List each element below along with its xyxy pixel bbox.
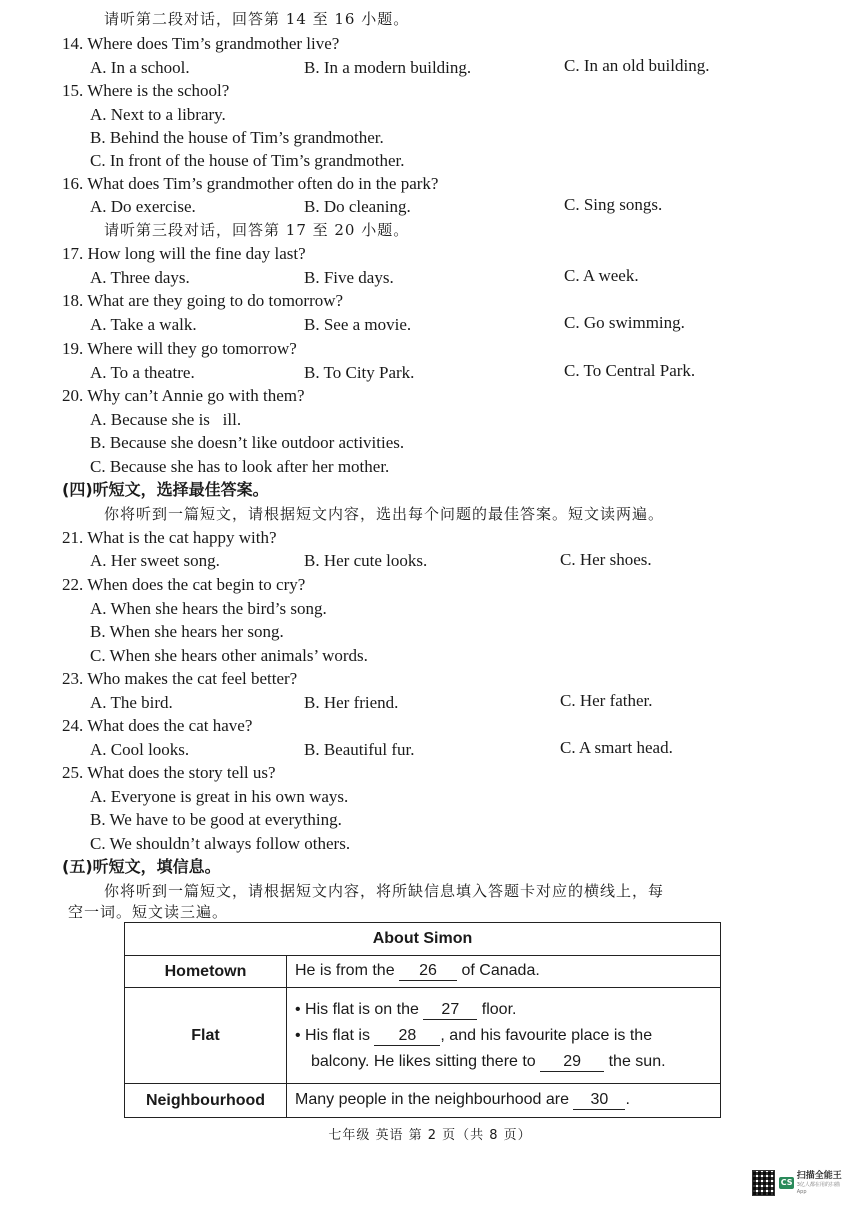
- q18-option-b: B. See a movie.: [304, 315, 412, 334]
- question-20: 20. Why can’t Annie go with them?: [62, 386, 305, 405]
- q21-option-a: A. Her sweet song.: [90, 551, 220, 570]
- q17-option-a: A. Three days.: [90, 268, 190, 287]
- q22-option-c: C. When she hears other animals’ words.: [90, 646, 368, 665]
- q15-option-b: B. Behind the house of Tim’s grandmother.: [90, 128, 384, 147]
- q20-option-b: B. Because she doesn’t like outdoor activities.: [90, 433, 405, 452]
- q17-option-c: C. A week.: [564, 266, 639, 285]
- hometown-value: He is from the 26 of Canada.: [287, 956, 721, 988]
- q15-option-c: C. In front of the house of Tim’s grandmother.: [90, 151, 405, 170]
- table-title: About Simon: [125, 923, 721, 956]
- q20-option-c: C. Because she has to look after her mother.: [90, 457, 390, 476]
- table-row-flat: [125, 988, 721, 1084]
- flat-bullet-2: • His flat is 28 , and his favourite place is the: [295, 1026, 653, 1044]
- flat-bullet-2-line2: balcony. He likes sitting there to 29 the sun.: [311, 1052, 666, 1070]
- question-14: 14. Where does Tim’s grandmother live?: [62, 34, 340, 53]
- q18-option-a: A. Take a walk.: [90, 315, 197, 334]
- question-23: 23. Who makes the cat feel better?: [62, 669, 298, 688]
- question-18: 18. What are they going to do tomorrow?: [62, 291, 344, 310]
- table-row-hometown: [125, 956, 721, 988]
- blank-28: 28: [374, 1027, 440, 1046]
- question-15: 15. Where is the school?: [62, 81, 230, 100]
- blank-29: 29: [540, 1053, 604, 1072]
- section-5-title: (五)听短文，填信息。: [62, 857, 221, 876]
- q23-option-a: A. The bird.: [90, 693, 173, 712]
- flat-bullet-1: • His flat is on the 27 floor.: [295, 1000, 517, 1018]
- q22-option-a: A. When she hears the bird’s song.: [90, 599, 327, 618]
- scanner-app-tagline: 3亿人都在用的扫描App: [796, 1181, 840, 1195]
- page-footer: 七年级 英语 第 2 页（共 8 页）: [328, 1128, 532, 1143]
- about-simon-table: [124, 922, 721, 1118]
- q16-option-b: B. Do cleaning.: [304, 197, 411, 216]
- cs-logo-icon: CS: [780, 1178, 793, 1187]
- q21-option-c: C. Her shoes.: [560, 550, 652, 569]
- question-17: 17. How long will the fine day last?: [62, 244, 306, 263]
- qr-code-icon: [752, 1170, 775, 1196]
- question-24: 24. What does the cat have?: [62, 716, 253, 735]
- neighbourhood-value: Many people in the neighbourhood are 30 .: [287, 1084, 721, 1118]
- q14-option-c: C. In an old building.: [564, 56, 710, 75]
- q25-option-c: C. We shouldn’t always follow others.: [90, 834, 351, 853]
- section-4-instruction: 你将听到一篇短文，请根据短文内容，选出每个问题的最佳答案。短文读两遍。: [104, 505, 665, 523]
- q14-option-b: B. In a modern building.: [304, 58, 472, 77]
- q22-option-b: B. When she hears her song.: [90, 622, 284, 641]
- section-5-instruction-line2: 空一词。短文读三遍。: [68, 903, 229, 921]
- neighbourhood-label: Neighbourhood: [125, 1084, 287, 1118]
- question-19: 19. Where will they go tomorrow?: [62, 339, 297, 358]
- q25-option-a: A. Everyone is great in his own ways.: [90, 787, 349, 806]
- part3-intro: 请听第三段对话，回答第 17 至 20 小题。: [104, 221, 410, 239]
- flat-label: Flat: [125, 988, 287, 1084]
- table-row-neighbourhood: [125, 1084, 721, 1118]
- q14-option-a: A. In a school.: [90, 58, 190, 77]
- q24-option-a: A. Cool looks.: [90, 740, 190, 759]
- q19-option-b: B. To City Park.: [304, 363, 415, 382]
- hometown-label: Hometown: [125, 956, 287, 988]
- q23-option-b: B. Her friend.: [304, 693, 399, 712]
- q23-option-c: C. Her father.: [560, 691, 653, 710]
- scanner-watermark: [752, 1168, 844, 1198]
- q15-option-a: A. Next to a library.: [90, 105, 226, 124]
- q24-option-c: C. A smart head.: [560, 738, 673, 757]
- q19-option-c: C. To Central Park.: [564, 361, 696, 380]
- blank-27: 27: [423, 1001, 477, 1020]
- q25-option-b: B. We have to be good at everything.: [90, 810, 342, 829]
- q18-option-c: C. Go swimming.: [564, 313, 685, 332]
- part2-intro: 请听第二段对话，回答第 14 至 16 小题。: [104, 10, 410, 28]
- question-25: 25. What does the story tell us?: [62, 763, 276, 782]
- flat-value: [287, 988, 721, 1084]
- q16-option-c: C. Sing songs.: [564, 195, 663, 214]
- q21-option-b: B. Her cute looks.: [304, 551, 428, 570]
- section-5-instruction-line1: 你将听到一篇短文，请根据短文内容，将所缺信息填入答题卡对应的横线上，每: [104, 882, 665, 900]
- q19-option-a: A. To a theatre.: [90, 363, 195, 382]
- q17-option-b: B. Five days.: [304, 268, 394, 287]
- question-21: 21. What is the cat happy with?: [62, 528, 277, 547]
- blank-30: 30: [573, 1091, 625, 1110]
- question-22: 22. When does the cat begin to cry?: [62, 575, 306, 594]
- q16-option-a: A. Do exercise.: [90, 197, 196, 216]
- q20-option-a: A. Because she is ill.: [90, 410, 242, 429]
- scanner-app-name: 扫描全能王: [796, 1170, 842, 1181]
- section-4-title: (四)听短文，选择最佳答案。: [62, 480, 269, 499]
- question-16: 16. What does Tim’s grandmother often do in the park?: [62, 174, 439, 193]
- blank-26: 26: [399, 962, 457, 981]
- q24-option-b: B. Beautiful fur.: [304, 740, 415, 759]
